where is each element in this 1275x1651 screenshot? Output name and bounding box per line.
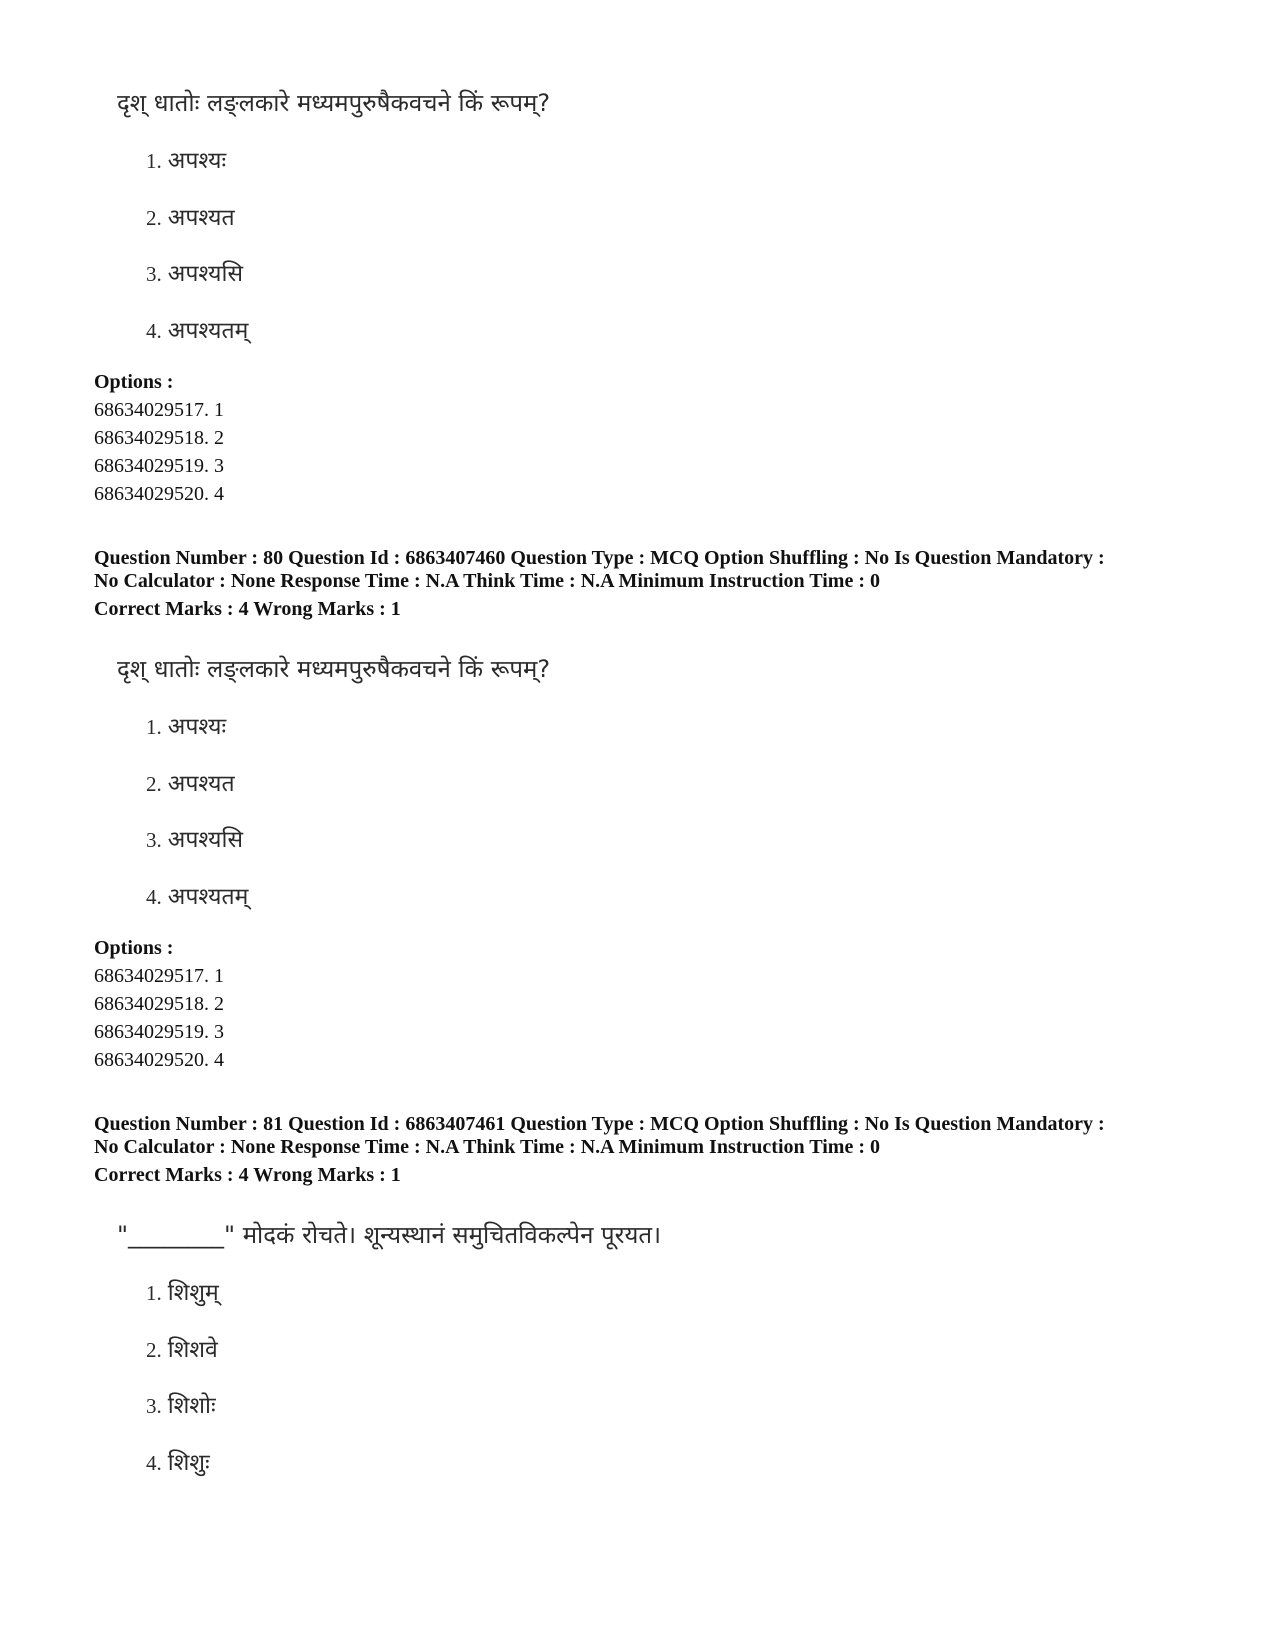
option-id-line: 68634029520. 4 bbox=[94, 483, 224, 505]
choice-number: 4. bbox=[146, 1451, 162, 1475]
choice-text: अपश्यसि bbox=[167, 261, 244, 287]
option-id-line: 68634029518. 2 bbox=[94, 427, 224, 449]
choice-number: 1. bbox=[146, 715, 162, 739]
choice-item bbox=[146, 256, 243, 288]
choice-text: अपश्यः bbox=[167, 148, 227, 174]
choice-number: 1. bbox=[146, 1281, 162, 1305]
choice-text: अपश्यत bbox=[167, 205, 235, 231]
choice-item bbox=[146, 766, 235, 798]
choice-item bbox=[146, 822, 243, 854]
option-id-line: 68634029518. 2 bbox=[94, 993, 224, 1015]
options-label: Options : bbox=[94, 937, 174, 959]
marks-line: Correct Marks : 4 Wrong Marks : 1 bbox=[94, 598, 401, 620]
option-id-line: 68634029520. 4 bbox=[94, 1049, 224, 1071]
choice-text: शिशोः bbox=[167, 1393, 216, 1419]
choice-text: अपश्यत bbox=[167, 771, 235, 797]
option-id-line: 68634029517. 1 bbox=[94, 399, 224, 421]
choice-item bbox=[146, 879, 248, 911]
choice-item bbox=[146, 143, 226, 175]
choice-number: 4. bbox=[146, 319, 162, 343]
choice-text: अपश्यतम् bbox=[167, 884, 249, 910]
choice-text: अपश्यतम् bbox=[167, 318, 249, 344]
choice-text: शिशुम् bbox=[167, 1280, 219, 1306]
choice-number: 2. bbox=[146, 1338, 162, 1362]
choice-item bbox=[146, 313, 248, 345]
choice-number: 3. bbox=[146, 1394, 162, 1418]
choice-item bbox=[146, 1388, 216, 1420]
question-text: "________" मोदकं रोचते। शून्यस्थानं समुचितविकल्पेन पूरयत। bbox=[117, 1221, 662, 1249]
choice-item bbox=[146, 1332, 218, 1364]
option-id-line: 68634029519. 3 bbox=[94, 1021, 224, 1043]
choice-number: 4. bbox=[146, 885, 162, 909]
choice-text: शिशवे bbox=[167, 1337, 218, 1363]
choice-number: 2. bbox=[146, 206, 162, 230]
choice-item bbox=[146, 1445, 210, 1477]
question-text: दृश् धातोः लङ्लकारे मध्यमपुरुषैकवचने किं रूपम्? bbox=[117, 89, 551, 117]
question-meta-line: No Calculator : None Response Time : N.A Think Time : N.A Minimum Instruction Time : 0 bbox=[94, 570, 880, 592]
choice-number: 3. bbox=[146, 262, 162, 286]
marks-line: Correct Marks : 4 Wrong Marks : 1 bbox=[94, 1164, 401, 1186]
option-id-line: 68634029517. 1 bbox=[94, 965, 224, 987]
choice-item bbox=[146, 200, 235, 232]
choice-number: 3. bbox=[146, 828, 162, 852]
choice-number: 1. bbox=[146, 149, 162, 173]
question-meta-line: Question Number : 80 Question Id : 6863407460 Question Type : MCQ Option Shuffling : No Is Question Mandatory : bbox=[94, 547, 1105, 569]
choice-text: अपश्यः bbox=[167, 714, 227, 740]
question-meta-line: No Calculator : None Response Time : N.A Think Time : N.A Minimum Instruction Time : 0 bbox=[94, 1136, 880, 1158]
question-text: दृश् धातोः लङ्लकारे मध्यमपुरुषैकवचने किं रूपम्? bbox=[117, 655, 551, 683]
choice-number: 2. bbox=[146, 772, 162, 796]
choice-item bbox=[146, 1275, 219, 1307]
question-meta-line: Question Number : 81 Question Id : 6863407461 Question Type : MCQ Option Shuffling : No Is Question Mandatory : bbox=[94, 1113, 1105, 1135]
choice-item bbox=[146, 709, 226, 741]
option-id-line: 68634029519. 3 bbox=[94, 455, 224, 477]
choice-text: अपश्यसि bbox=[167, 827, 244, 853]
choice-text: शिशुः bbox=[167, 1450, 210, 1476]
options-label: Options : bbox=[94, 371, 174, 393]
